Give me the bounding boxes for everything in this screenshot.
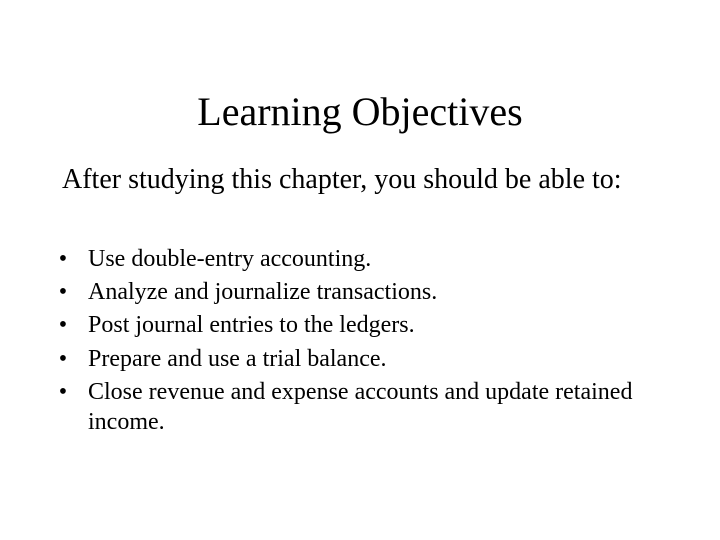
objective-text: Close revenue and expense accounts and update retained income. <box>88 378 633 435</box>
bullet-icon: • <box>58 378 68 405</box>
bullet-icon: • <box>58 345 68 372</box>
list-item <box>58 377 682 437</box>
list-item <box>58 344 682 374</box>
intro-text: After studying this chapter, you should be able to: <box>62 164 622 195</box>
bullet-icon: • <box>58 246 68 272</box>
objective-text: Prepare and use a trial balance. <box>88 345 387 372</box>
objective-text: Analyze and journalize transactions. <box>88 279 438 306</box>
list-item <box>58 310 682 340</box>
bullet-icon: • <box>58 279 68 306</box>
objectives-list <box>58 244 682 440</box>
objective-text: Use double-entry accounting. <box>88 246 372 272</box>
slide-title: Learning Objectives <box>197 89 523 134</box>
list-item <box>58 277 682 307</box>
list-item <box>58 244 682 274</box>
objective-text: Post journal entries to the ledgers. <box>88 312 415 339</box>
bullet-icon: • <box>58 312 68 339</box>
